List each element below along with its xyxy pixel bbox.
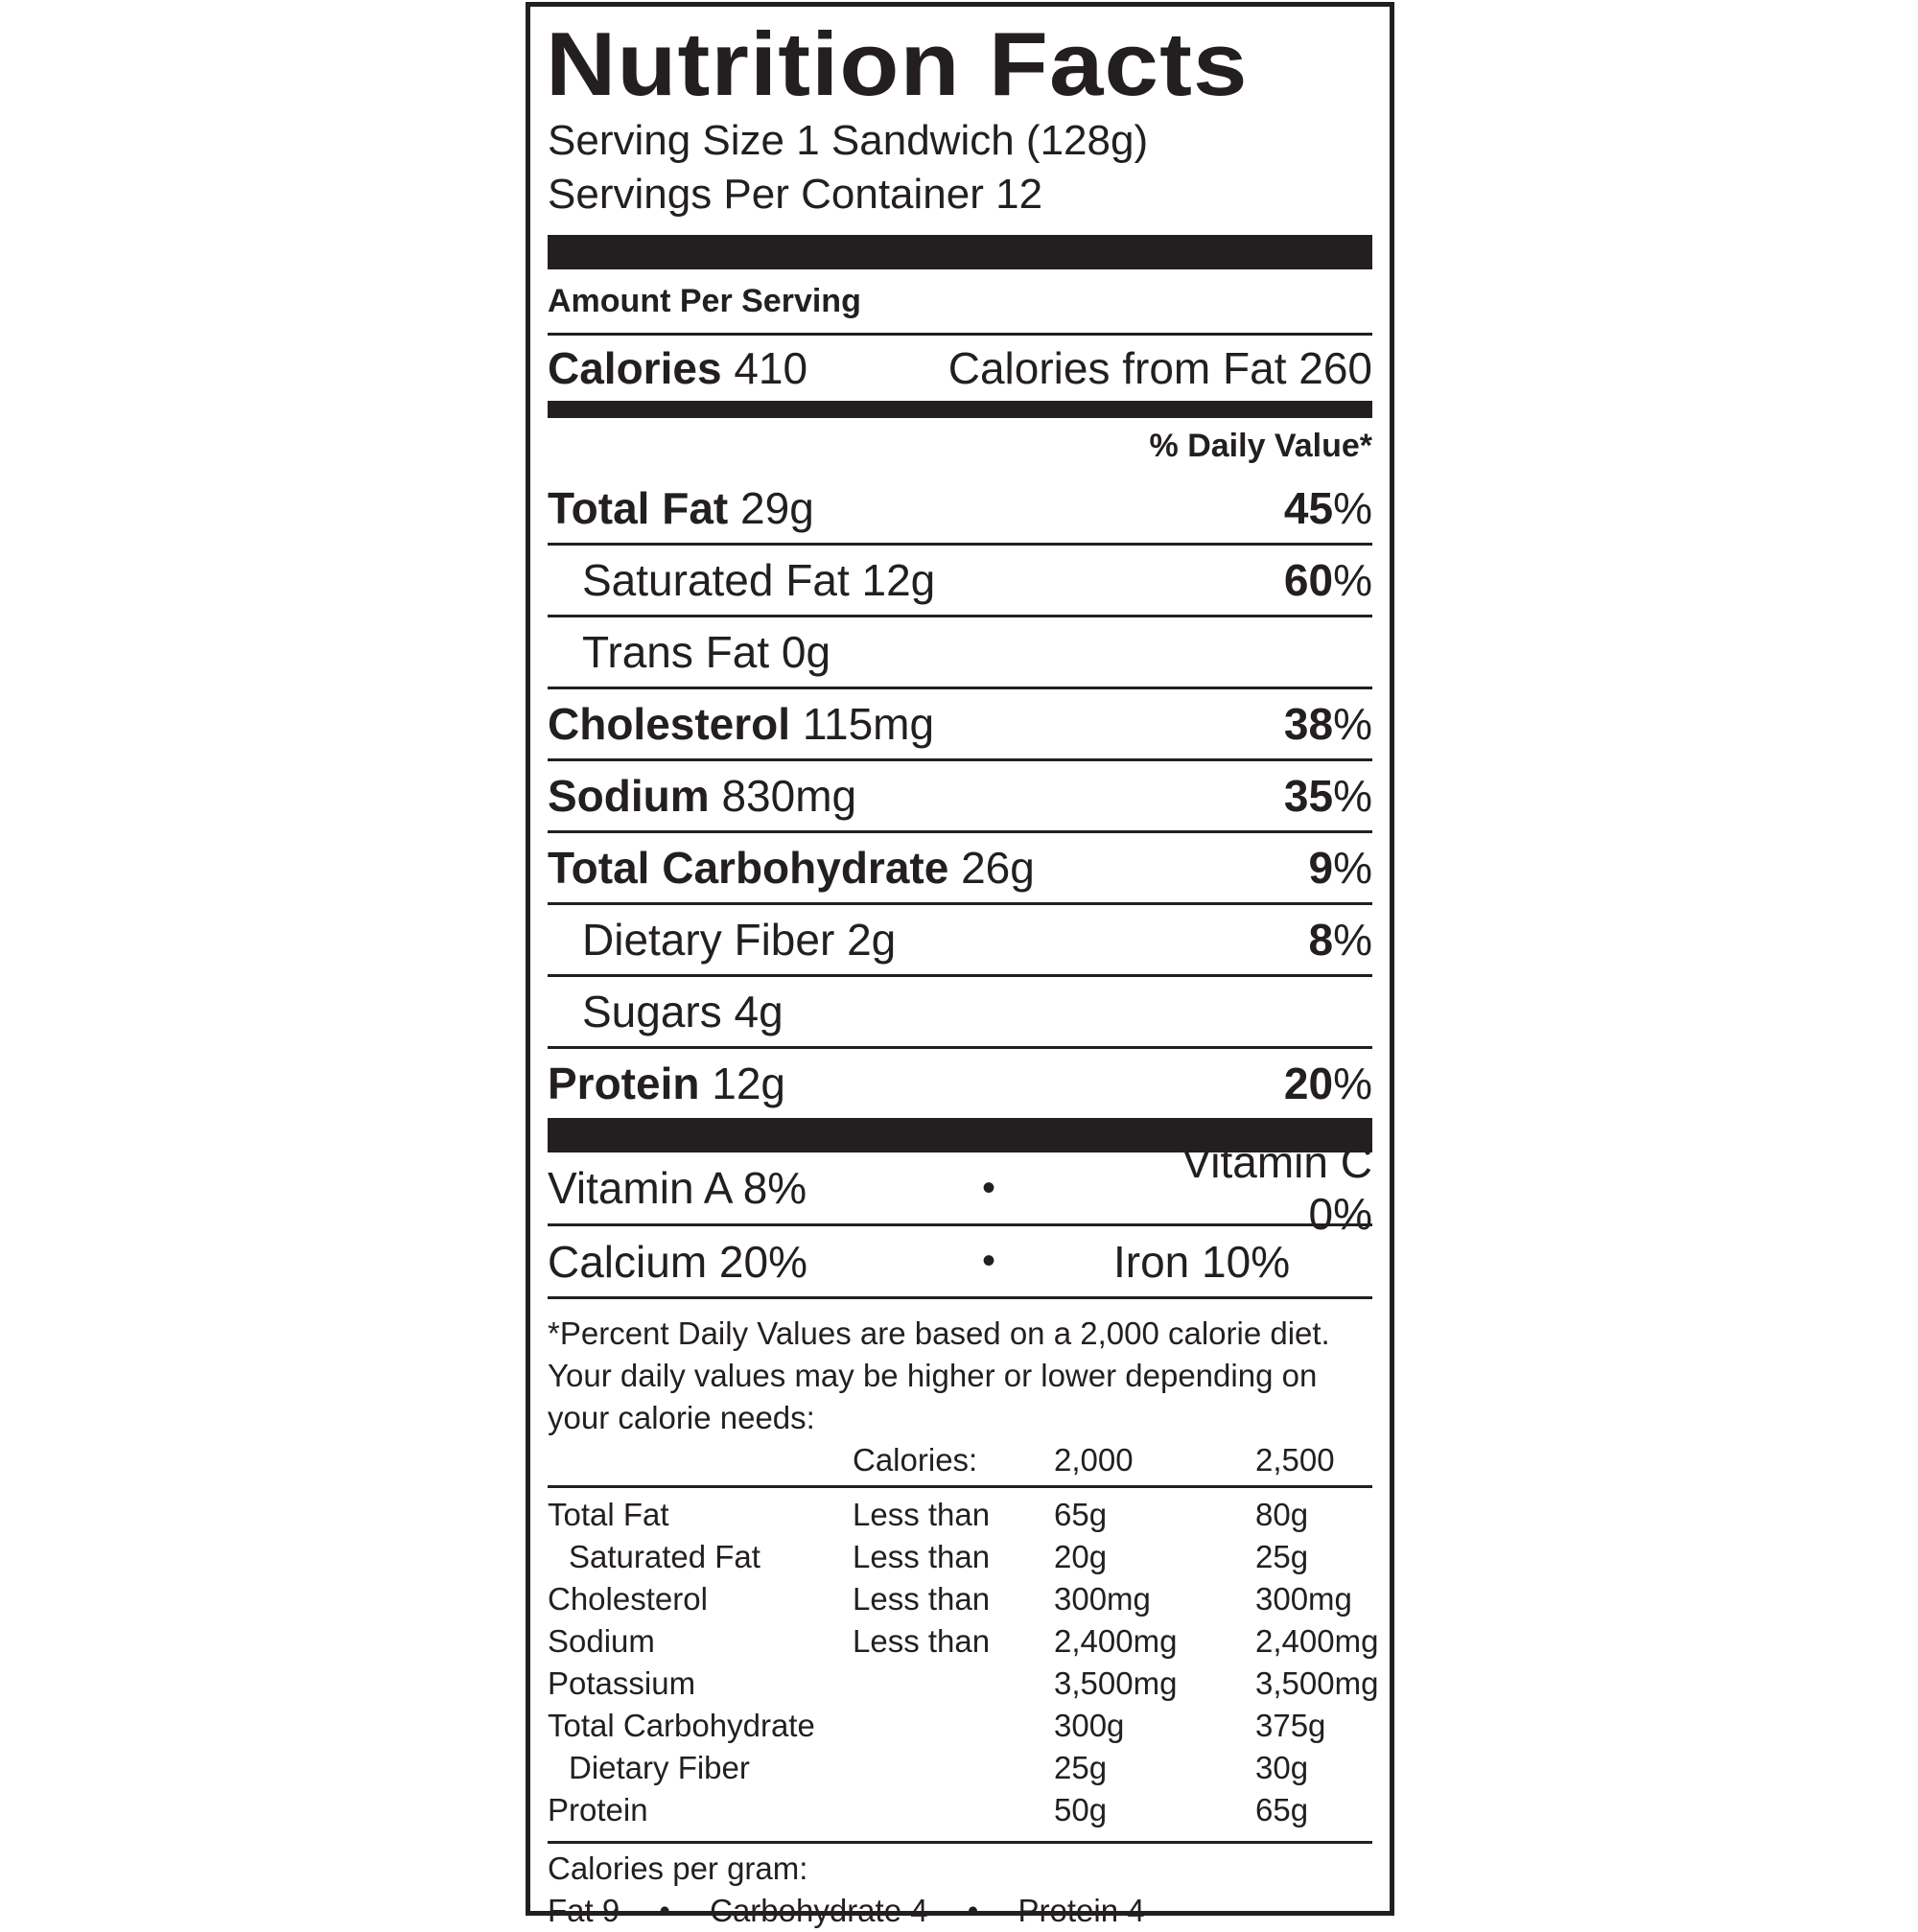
nutrient-row (548, 1049, 1372, 1118)
dv-table-cell: 20g (1054, 1539, 1108, 1574)
serving-size: Serving Size 1 Sandwich (128g) (548, 117, 1149, 164)
footnote-line: *Percent Daily Values are based on a 2,000 calorie diet. (548, 1315, 1330, 1351)
dv-table-cell: Dietary Fiber (569, 1750, 750, 1785)
nutrient-label: Cholesterol (548, 699, 791, 749)
dv-table-cell: 300g (1054, 1708, 1125, 1743)
dv-table-cell: 3,500mg (1054, 1665, 1178, 1701)
nutrient-label: Dietary Fiber (582, 915, 835, 965)
calories-from-fat: Calories from Fat 260 (947, 343, 1372, 393)
calories-row (548, 336, 1372, 401)
nutrient-list (548, 474, 1372, 1118)
dv-table-cell: Sodium (548, 1623, 655, 1659)
dv-table-cell: Total Carbohydrate (548, 1708, 815, 1743)
dv-table-cell (853, 1789, 1054, 1831)
nutrient-label: Total Fat (548, 483, 729, 533)
bullet: • (967, 1893, 979, 1928)
nutrient-row (548, 546, 1372, 615)
dv-table-cell: 80g (1255, 1497, 1309, 1532)
dv-table-cell: 25g (1255, 1539, 1309, 1574)
dv-header (548, 418, 1372, 474)
nutrient-amount: 29g (740, 483, 814, 533)
nutrient-row (548, 617, 1372, 687)
calories-per-gram (548, 1848, 1372, 1932)
nutrient-amount: 830mg (721, 771, 857, 821)
nutrient-amount: 12g (712, 1059, 785, 1108)
dv-table (548, 1494, 1379, 1831)
dv-table-header (548, 1439, 1372, 1481)
nutrient-dv: 45 (1283, 483, 1334, 533)
nutrient-row (548, 833, 1372, 902)
nutrient-dv-percent: % (1333, 1059, 1372, 1108)
dv-table-cell: 2,400mg (1054, 1623, 1178, 1659)
iron: Iron 10% (1112, 1236, 1291, 1287)
footnote-line: Your daily values may be higher or lower depending on (548, 1358, 1318, 1393)
dv-table-cell (853, 1747, 1054, 1789)
dv-table-header-cell (548, 1439, 853, 1481)
dv-table-cell: Total Fat (548, 1497, 669, 1532)
nutrient-dv: 60 (1283, 555, 1334, 605)
dv-table-cell: Less than (853, 1539, 991, 1574)
label-title: Nutrition Facts (546, 13, 1249, 114)
dv-table-cell: Saturated Fat (569, 1539, 760, 1574)
cpg-fat: Fat 9 (548, 1893, 620, 1928)
nutrient-row (548, 761, 1372, 830)
nutrient-dv-percent: % (1333, 771, 1372, 821)
dv-table-cell: 30g (1255, 1750, 1309, 1785)
bullet: • (659, 1893, 670, 1928)
nutrient-dv: 8 (1308, 915, 1334, 965)
footnote (548, 1313, 1372, 1439)
dv-table-cell: 25g (1054, 1750, 1108, 1785)
dv-table-cell: Cholesterol (548, 1581, 708, 1617)
dv-table-cell (853, 1705, 1054, 1747)
calories-value: 410 (734, 343, 808, 393)
nutrient-dv: 35 (1283, 771, 1334, 821)
dv-table-cell: 300mg (1255, 1581, 1352, 1617)
nutrient-amount: 26g (961, 843, 1035, 893)
dv-header-text: % Daily Value* (1149, 427, 1372, 464)
vitamin-c: Vitamin C 0% (1181, 1137, 1372, 1239)
dv-table-header-cell: 2,500 (1255, 1442, 1335, 1478)
calcium: Calcium 20% (548, 1236, 807, 1287)
nutrient-amount: 115mg (802, 699, 935, 749)
nutrient-dv-percent: % (1333, 699, 1372, 749)
dv-table-cell: Less than (853, 1581, 991, 1617)
dv-table-cell: 3,500mg (1255, 1665, 1379, 1701)
divider-medium (548, 401, 1372, 418)
divider (548, 1841, 1372, 1844)
vitamin-row-1 (548, 1137, 1372, 1239)
dv-table-cell (853, 1663, 1054, 1705)
nutrient-dv-percent: % (1333, 915, 1372, 965)
nutrition-label (526, 2, 1394, 1928)
nutrient-amount: 0g (781, 627, 831, 677)
dv-table-header-cell: 2,000 (1054, 1442, 1134, 1478)
nutrient-dv: 9 (1308, 843, 1334, 893)
cpg-carb: Carbohydrate 4 (710, 1893, 928, 1928)
nutrient-dv: 20 (1283, 1059, 1334, 1108)
dv-table-cell: 65g (1054, 1497, 1108, 1532)
nutrient-label: Sugars (582, 987, 722, 1036)
amount-per-serving: Amount Per Serving (548, 283, 861, 319)
cpg-protein: Protein 4 (1017, 1893, 1145, 1928)
nutrient-label: Total Carbohydrate (548, 843, 949, 893)
dv-table-cell: Potassium (548, 1665, 696, 1701)
nutrient-label: Saturated Fat (582, 555, 850, 605)
dv-table-cell: 2,400mg (1255, 1623, 1379, 1659)
dv-table-cell: Less than (853, 1623, 991, 1659)
nutrient-label: Protein (548, 1059, 700, 1108)
servings-per-container: Servings Per Container 12 (548, 171, 1043, 218)
nutrient-label: Sodium (548, 771, 710, 821)
nutrient-dv-percent: % (1333, 555, 1372, 605)
dv-table-cell: 375g (1255, 1708, 1326, 1743)
nutrient-label: Trans Fat (582, 627, 770, 677)
vitamin-row-2 (548, 1226, 1372, 1296)
nutrient-row (548, 905, 1372, 974)
nutrient-row (548, 689, 1372, 758)
vitamin-a: Vitamin A 8% (548, 1163, 807, 1213)
dv-table-cell: 65g (1255, 1792, 1309, 1827)
nutrient-amount: 12g (861, 555, 936, 605)
nutrient-dv-percent: % (1333, 483, 1372, 533)
nutrient-row (548, 977, 1372, 1046)
nutrient-amount: 4g (734, 987, 784, 1036)
calories-label: Calories (548, 343, 722, 393)
dv-table-cell: Protein (548, 1792, 648, 1827)
nutrient-dv: 38 (1283, 699, 1334, 749)
bullet: • (981, 1166, 995, 1209)
dv-table-header-cell: Calories: (853, 1442, 978, 1478)
divider-thick (548, 235, 1372, 269)
dv-table-cell: 300mg (1054, 1581, 1151, 1617)
footnote-line: your calorie needs: (548, 1400, 815, 1435)
calories-per-gram-label: Calories per gram: (548, 1851, 808, 1886)
divider (548, 1485, 1372, 1488)
dv-table-cell: Less than (853, 1497, 991, 1532)
divider (548, 1296, 1372, 1299)
nutrient-dv-percent: % (1333, 843, 1372, 893)
bullet: • (981, 1240, 995, 1282)
nutrient-amount: 2g (847, 915, 897, 965)
dv-table-cell: 50g (1054, 1792, 1108, 1827)
nutrient-row (548, 474, 1372, 543)
